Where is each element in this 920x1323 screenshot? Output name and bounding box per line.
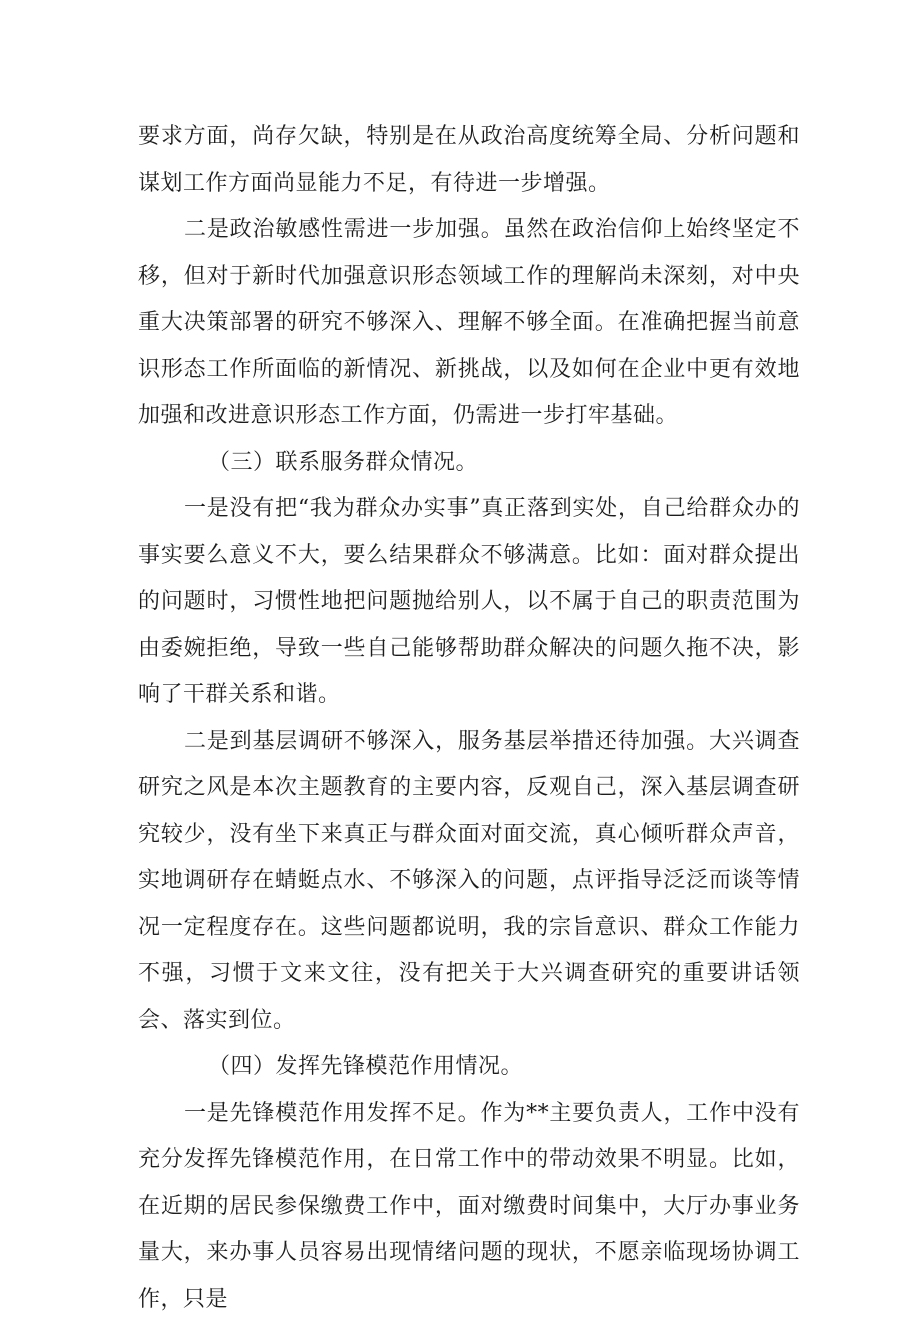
paragraph-political-sensitivity: 二是政治敏感性需进一步加强。虽然在政治信仰上始终坚定不移，但对于新时代加强意识形态领域工作的理解尚未深刻，对中央重大决策部署的研究不够深入、理解不够全面。在准确把握当前意识形态工作所面临的新情况、新挑战，以及如何在企业中更有效地加强和改进意识形态工作方面，仍需进一步打牢基础。: [138, 207, 800, 440]
section-heading-3: （三）联系服务群众情况。: [138, 440, 800, 487]
paragraph-serve-masses: 一是没有把“我为群众办实事”真正落到实处，自己给群众办的事实要么意义不大，要么结果群众不够满意。比如：面对群众提出的问题时，习惯性地把问题抛给别人，以不属于自己的职责范围为由委婉拒绝，导致一些自己能够帮助群众解决的问题久拖不决，影响了干群关系和谐。: [138, 486, 800, 719]
paragraph-continuation: 要求方面，尚存欠缺，特别是在从政治高度统筹全局、分析问题和谋划工作方面尚显能力不足，有待进一步增强。: [138, 114, 800, 207]
section-heading-4: （四）发挥先锋模范作用情况。: [138, 1044, 800, 1091]
paragraph-grassroots-research: 二是到基层调研不够深入，服务基层举措还待加强。大兴调查研究之风是本次主题教育的主要内容，反观自己，深入基层调查研究较少，没有坐下来真正与群众面对面交流，真心倾听群众声音，实地调研存在蜻蜓点水、不够深入的问题，点评指导泛泛而谈等情况一定程度存在。这些问题都说明，我的宗旨意识、群众工作能力不强，习惯于文来文往，没有把关于大兴调查研究的重要讲话领会、落实到位。: [138, 719, 800, 1045]
paragraph-vanguard-role: 一是先锋模范作用发挥不足。作为**主要负责人，工作中没有充分发挥先锋模范作用，在日常工作中的带动效果不明显。比如，在近期的居民参保缴费工作中，面对缴费时间集中，大厅办事业务量大，来办事人员容易出现情绪问题的现状，不愿亲临现场协调工作，只是: [138, 1091, 800, 1323]
body-text: [138, 114, 800, 1323]
